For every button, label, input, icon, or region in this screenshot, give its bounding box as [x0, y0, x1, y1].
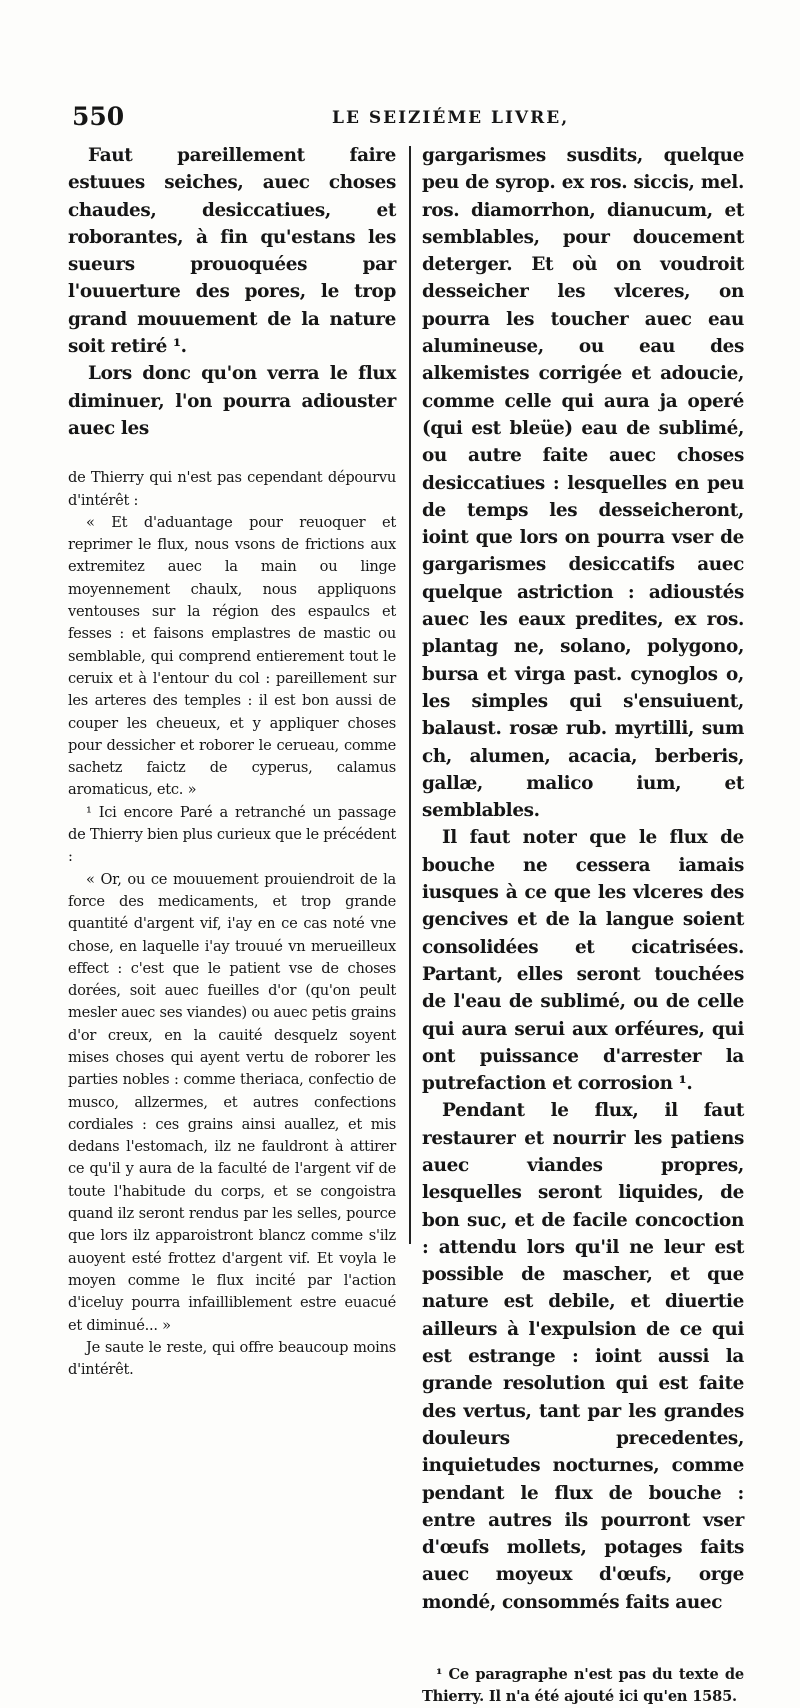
- note-closing: Je saute le reste, qui offre beaucoup moins d'intérêt.: [68, 1338, 396, 1379]
- page-number: 550: [72, 102, 125, 131]
- left-main-text: [68, 142, 396, 442]
- footnote: ¹ Ce paragraphe n'est pas du texte de Thierry. Il n'a été ajouté ici qu'en 1585.: [422, 1666, 744, 1706]
- main-paragraph: gargarismes susdits, quelque peu de syrop. ex ros. siccis, mel. ros. diamorrhon, dianucum, et semblables, pour doucement deterger. Et où on voudroit desseicher les vlceres, on pourra les toucher auec eau alumineuse, ou eau des alkemistes corrigée et adoucie, comme celle qui aura ja operé (qui est bleüe) eau de sublimé, ou autre faite auec choses desiccatiues : lesquelles en peu de temps les desseicheront, ioint que lors on pourra vser de gargarismes desiccatifs auec quelque astriction : adioustés auec les eaux predites, ex ros. plantag ne, solano, polygono, bursa et virga past. cynoglos o, les simples qui s'ensuiuent, balaust. rosæ rub. myrtilli, sum ch, alumen, acacia, berberis, gallæ, malico ium, et semblables.: [422, 145, 744, 822]
- main-paragraph: Faut pareillement faire estuues seiches, auec choses chaudes, desiccatiues, et roborantes, à fin qu'estans les sueurs prouoquées par l'ouuerture des pores, le trop grand mouuement de la nature soit retiré ¹.: [68, 145, 396, 358]
- main-paragraph: Il faut noter que le flux de bouche ne cessera iamais iusques à ce que les vlceres des gencives et de la langue soient consolidées et cicatrisées. Partant, elles seront touchées de l'eau de sublimé, ou de celle qui aura serui aux orféures, qui ont puissance d'arrester la putrefaction et corrosion ¹.: [422, 827, 744, 1095]
- right-main-text: [422, 142, 744, 1616]
- note-quote: « Et d'aduantage pour reuoquer et reprimer le flux, nous vsons de frictions aux extremitez auec la main ou linge moyennement chaulx, nous appliquons ventouses sur la région des espaulcs et fesses : et faisons emplastres de mastic ou semblable, qui comprend entierement tout le ceruix et à l'entour du col : pareillement sur les arteres des temples : il est bon aussi de couper les cheueux, et y appliquer choses pour dessicher et roborer le cerueau, comme sachetz faictz de cyperus, calamus aromaticus, etc. »: [68, 513, 396, 799]
- note-intro: ¹ Ici encore Paré a retranché un passage de Thierry bien plus curieux que le précédent :: [68, 803, 396, 866]
- column-rule: [409, 146, 411, 1244]
- right-column: [422, 142, 744, 1708]
- running-head: LE SEIZIÉME LIVRE,: [332, 108, 570, 128]
- main-paragraph: Pendant le flux, il faut restaurer et nourrir les patiens auec viandes propres, lesquelles seront liquides, de bon suc, et de facile concoction : attendu lors qu'il ne leur est possible de mascher, et que nature est debile, et diuertie ailleurs à l'expulsion de ce qui est estrange : ioint aussi la grande resolution qui est faite des vertus, tant par les grandes douleurs precedentes, inquietudes nocturnes, comme pendant le flux de bouche : entre autres ils pourront vser d'œufs mollets, potages faits auec moyeux d'œufs, orge mondé, consommés faits auec: [422, 1100, 744, 1613]
- page-header: [72, 102, 732, 136]
- main-paragraph: Lors donc qu'on verra le flux diminuer, l'on pourra adiouster auec les: [68, 363, 396, 439]
- footnote-continuation: [68, 467, 396, 1381]
- note-quote: « Or, ou ce mouuement prouiendroit de la force des medicaments, et trop grande quantité d'argent vif, i'ay en ce cas noté vne chose, en laquelle i'ay trouué vn merueilleux effect : c'est que le patient vse de choses dorées, soit auec fueilles d'or (qu'on peult mesler auec ses viandes) ou auec petis grains d'or creux, en la cauité desquelz soyent mises choses qui ayent vertu de roborer les parties nobles : comme theriaca, confectio de musco, allzermes, et autres confections cordiales : ces grains ainsi auallez, et mis dedans l'estomach, ilz ne fauldront à attirer ce qu'il y aura de la faculté de l'argent vif de toute l'habitude du corps, et se congoistra quand ilz seront rendus par les selles, pource que lors ilz apparoistront blancz comme s'ilz auoyent esté frottez d'argent vif. Et voyla le moyen comme le flux incité par l'action d'iceluy pourra infailliblement estre euacué et diminué... »: [68, 870, 396, 1334]
- note-intro: de Thierry qui n'est pas cependant dépourvu d'intérêt :: [68, 469, 396, 509]
- left-column: [68, 142, 396, 1381]
